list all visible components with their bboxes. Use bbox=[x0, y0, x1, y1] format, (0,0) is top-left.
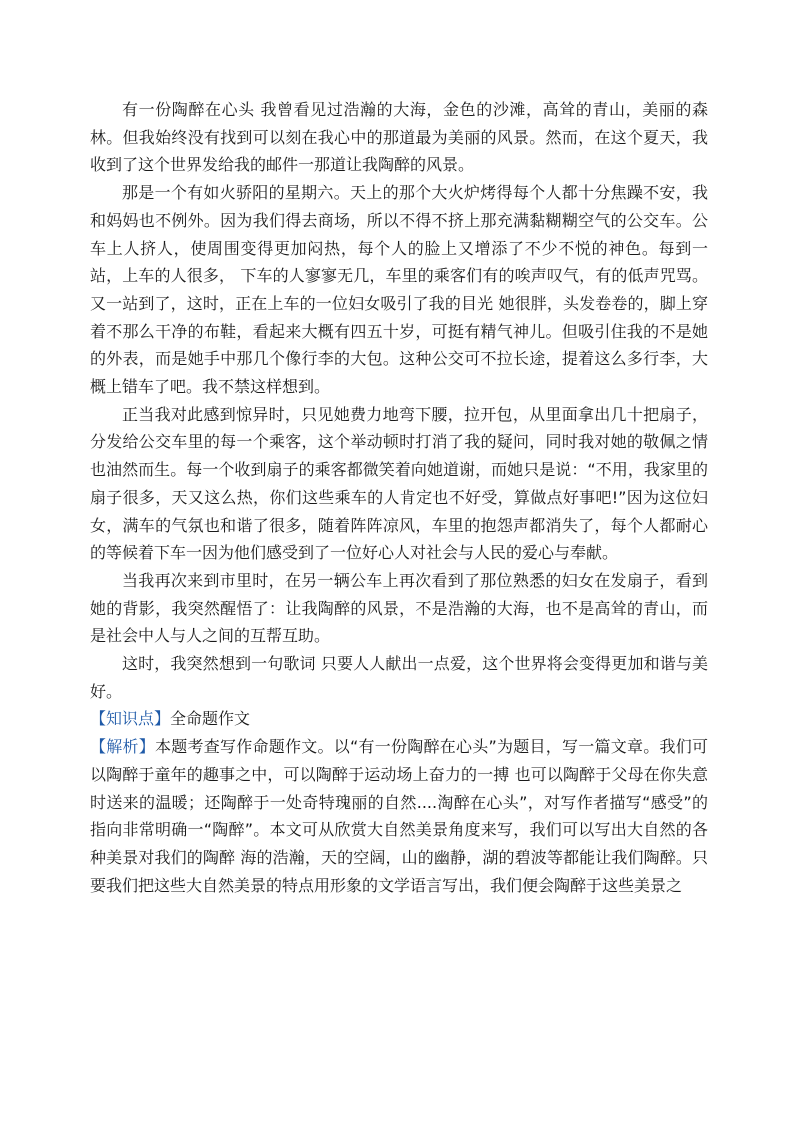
knowledge-point bbox=[90, 705, 708, 733]
essay-paragraph-4: 当我再次来到市里时，在另一辆公车上再次看到了那位熟悉的妇女在发扇子，看到她的背影，我突然醒悟了：让我陶醉的风景，不是浩瀚的大海，也不是高耸的青山，而是社会中人与人之间的互帮互助。 bbox=[90, 570, 708, 646]
essay-paragraph-2: 那是一个有如火骄阳的星期六。天上的那个大火炉烤得每个人都十分焦躁不安，我和妈妈也不例外。因为我们得去商场，所以不得不挤上那充满黏糊糊空气的公交车。公车上人挤人，使周围变得更加闷热，每个人的脸上又增添了不少不悦的神色。每到一站，上车的人很多， 下车的人寥寥无几，车里的乘客们有的唉声叹气，有的低声咒骂。又一站到了，这时，正在上车的一位妇女吸引了我的目光 她很胖，头发卷卷的，脚上穿着不那么干净的布鞋，看起来大概有四五十岁，可挺有精气神儿。但吸引住我的不是她的外表，而是她手中那几个像行李的大包。这种公交可不拉长途，提着这么多行李，大概上错车了吧。我不禁这样想到。 bbox=[90, 183, 708, 397]
analysis-section bbox=[90, 733, 708, 899]
analysis-text: 本题考查写作命题作文。以“有一份陶醉在心头”为题目，写一篇文章。我们可以陶醉于童年的趣事之中，可以陶醉于运动场上奋力的一搏 也可以陶醉于父母在你失意时送来的温暖；还陶醉于一处奇特瑰丽的自然....淘醉在心头”，对写作者描写“感受”的指向非常明确一“陶醉”。本文可从欣赏大自然美景角度来写，我们可以写出大自然的各种美景对我们的陶醉 海的浩瀚，天的空阔，山的幽静，湖的碧波等都能让我们陶醉。只要我们把这些大自然美景的特点用形象的文学语言写出，我们便会陶醉于这些美景之 bbox=[90, 737, 708, 895]
knowledge-text: 全命题作文 bbox=[170, 709, 251, 729]
essay-paragraph-5: 这时，我突然想到一句歌词 只要人人献出一点爱，这个世界将会变得更加和谐与美好。 bbox=[90, 654, 708, 701]
analysis-tag: 【解析】 bbox=[90, 737, 155, 757]
essay-paragraph-1: 有一份陶醉在心头 我曾看见过浩瀚的大海，金色的沙滩，高耸的青山，美丽的森林。但我始终没有找到可以刻在我心中的那道最为美丽的风景。然而，在这个夏天，我收到了这个世界发给我的邮件一那道让我陶醉的风景。 bbox=[90, 100, 708, 175]
essay-paragraph-3: 正当我对此感到惊异时，只见她费力地弯下腰，拉开包，从里面拿出几十把扇子，分发给公交车里的每一个乘客，这个举动顿时打消了我的疑问，同时我对她的敬佩之情也油然而生。每一个收到扇子的乘客都微笑着向她道谢，而她只是说：“不用，我家里的扇子很多，天又这么热，你们这些乘车的人肯定也不好受，算做点好事吧!”因为这位妇女，满车的气氛也和谐了很多，随着阵阵凉风，车里的抱怨声都消失了，每个人都耐心的等候着下车一因为他们感受到了一位好心人对社会与人民的爱心与奉献。 bbox=[90, 404, 708, 563]
document-page bbox=[90, 96, 708, 899]
knowledge-tag: 【知识点】 bbox=[90, 709, 171, 729]
